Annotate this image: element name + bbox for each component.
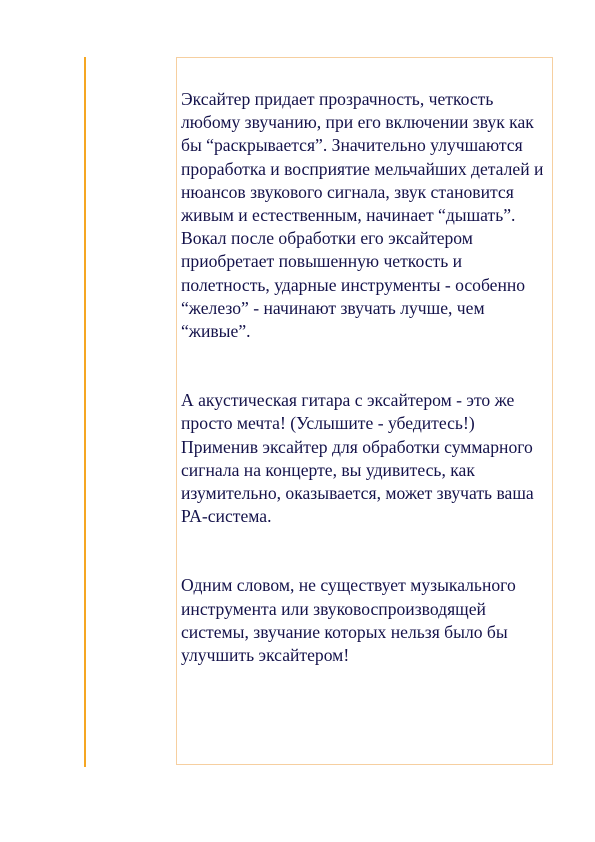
paragraph-conclusion: Одним словом, не существует музыкального инструмента или звуковоспроизводящей системы, звучание которых нельзя было бы улучшить эксайтером! xyxy=(181,575,516,666)
paragraph-exciter-clarity: Эксайтер придает прозрачность, четкость любому звучанию, при его включении звук как бы “раскрывается”. Значительно улучшаются проработка и восприятие мельчайших деталей и нюансов звукового сигнала, звук становится живым и естественным, начинает “дышать”. Вокал после обработки его эксайтером приобретает повышенную четкость и полетность, ударные инструменты - особенно “железо” - начинают звучать лучше, чем “живые”. xyxy=(181,89,544,342)
text-body xyxy=(181,88,547,667)
left-margin-rule xyxy=(84,57,86,767)
paragraph-acoustic-guitar: А акустическая гитара с эксайтером - это же просто мечта! (Услышите - убедитесь!) Применив эксайтер для обработки суммарного сигнала на концерте, вы удивитесь, как изумительно, оказывается, может звучать ваша PA-система. xyxy=(181,390,534,527)
